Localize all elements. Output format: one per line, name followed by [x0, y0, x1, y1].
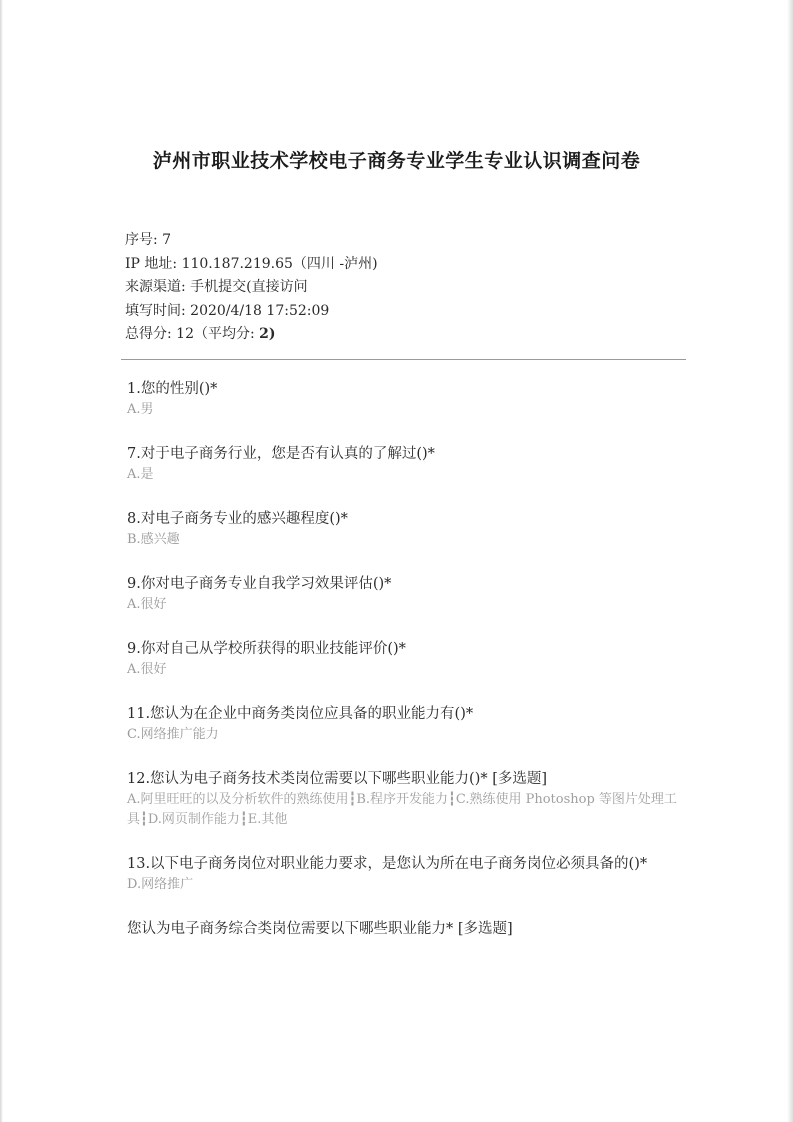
score-label: 总得分:	[125, 326, 172, 342]
ip-label: IP 地址:	[125, 255, 178, 272]
question-item	[127, 638, 677, 680]
question-answer: A.很好	[127, 597, 167, 612]
time-label: 填写时间:	[125, 302, 186, 319]
source-label: 来源渠道:	[125, 279, 186, 295]
source-value: 手机提交(直接访问	[190, 279, 308, 295]
question-answer: C.网络推广能力	[127, 727, 219, 742]
question-text: 11.您认为在企业中商务类岗位应具备的职业能力有()*	[127, 706, 474, 722]
question-answer: D.网络推广	[127, 877, 194, 892]
question-item	[127, 768, 677, 830]
question-answer: A.男	[127, 402, 154, 417]
question-text: 8.对电子商务专业的感兴趣程度()*	[127, 511, 348, 527]
question-answer: A.是	[127, 467, 154, 482]
question-text: 13.以下电子商务岗位对职业能力要求，是您认为所在电子商务岗位必须具备的()*	[127, 856, 648, 872]
question-item	[127, 918, 677, 940]
page-title: 泸州市职业技术学校电子商务专业学生专业认识调查问卷	[152, 150, 641, 172]
divider	[121, 359, 686, 360]
question-text: 1.您的性别()*	[127, 381, 218, 397]
question-text: 9.你对电子商务专业自我学习效果评估()*	[127, 576, 392, 592]
question-item	[127, 703, 677, 745]
question-answer: A.阿里旺旺的以及分析软件的熟练使用┇B.程序开发能力┇C.熟练使用 Photoshop 等图片处理工具┇D.网页制作能力┇E.其他	[127, 792, 677, 827]
score-value: 12（平均分:	[176, 326, 255, 342]
meta-serial	[125, 229, 378, 253]
average-score: 2)	[259, 326, 276, 342]
meta-source	[125, 276, 378, 300]
meta-score	[125, 323, 378, 347]
question-text: 7.对于电子商务行业，您是否有认真的了解过()*	[127, 446, 435, 462]
question-item	[127, 573, 677, 615]
question-item	[127, 443, 677, 485]
question-answer: A.很好	[127, 662, 167, 677]
question-item	[127, 853, 677, 895]
response-meta	[125, 229, 378, 347]
question-answer: B.感兴趣	[127, 532, 180, 547]
meta-ip	[125, 253, 378, 277]
question-text: 9.你对自己从学校所获得的职业技能评价()*	[127, 641, 406, 657]
question-text: 12.您认为电子商务技术类岗位需要以下哪些职业能力()* [多选题]	[127, 771, 548, 787]
question-list	[127, 378, 677, 963]
question-item	[127, 378, 677, 420]
time-value: 2020/4/18 17:52:09	[190, 302, 330, 319]
question-text: 您认为电子商务综合类岗位需要以下哪些职业能力* [多选题]	[127, 921, 513, 937]
ip-value: 110.187.219.65（四川 -泸州)	[181, 255, 378, 272]
meta-time	[125, 300, 378, 324]
question-item	[127, 508, 677, 550]
serial-label: 序号:	[125, 232, 158, 248]
serial-value: 7	[162, 232, 172, 248]
